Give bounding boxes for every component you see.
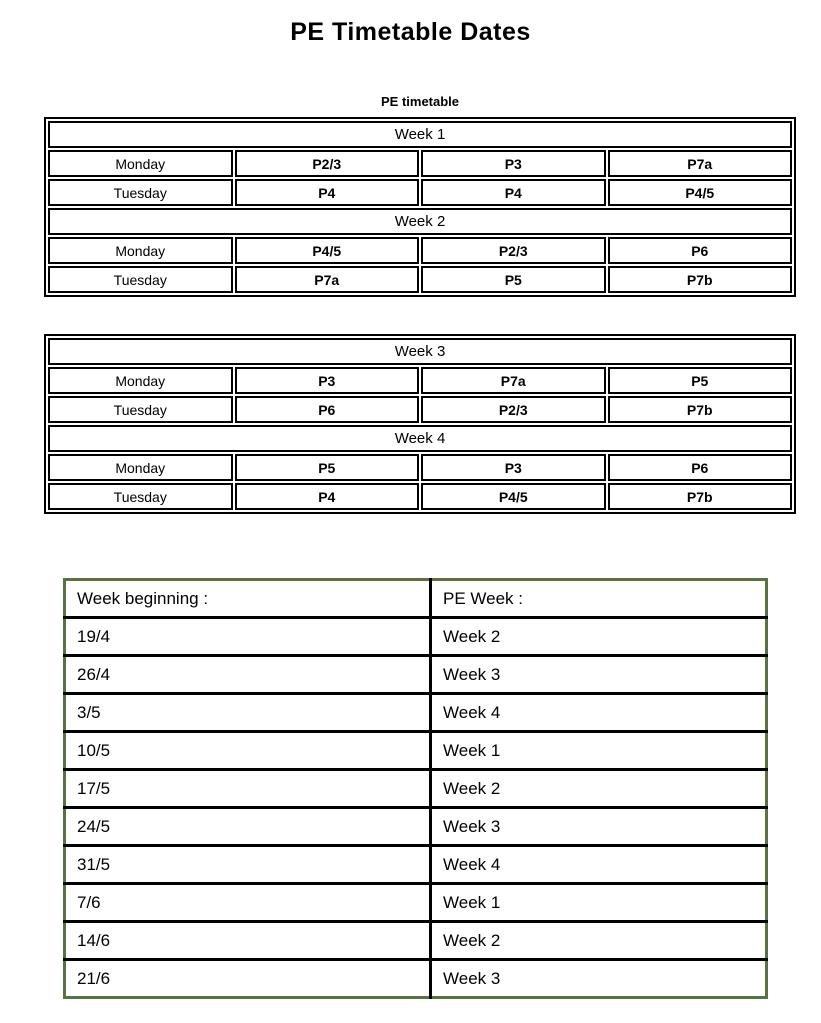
pe-week-cell: Week 1 [431, 732, 767, 770]
table-row [48, 150, 792, 177]
table-row [65, 884, 767, 922]
page-title: PE Timetable Dates [290, 18, 531, 46]
week-beginning-dates-table [63, 578, 768, 999]
date-cell: 26/4 [65, 656, 431, 694]
pe-week-cell: Week 3 [443, 968, 501, 988]
table-row [48, 266, 792, 293]
pe-week-cell: Week 1 [431, 884, 767, 922]
table-header-row [65, 580, 767, 618]
table-row [65, 960, 767, 998]
pe-week-cell: Week 4 [431, 694, 767, 732]
table-row [48, 454, 792, 481]
period-cell: P7b [608, 483, 793, 510]
period-cell: P6 [235, 396, 420, 423]
week-header-cell: Week 3 [48, 338, 792, 365]
period-cell: P7b [608, 266, 793, 293]
week-header-row [48, 208, 792, 235]
date-cell: 19/4 [65, 618, 431, 656]
period-cell: P2/3 [235, 150, 420, 177]
day-cell: Tuesday [48, 483, 233, 510]
day-cell: Tuesday [48, 396, 233, 423]
pe-week-cell: Week 3 [431, 656, 767, 694]
table-row [48, 179, 792, 206]
period-cell: P3 [421, 454, 606, 481]
period-cell: P5 [608, 367, 793, 394]
date-cell: 24/5 [65, 808, 431, 846]
table-row [48, 396, 792, 423]
pe-week-cell: Week 2 [431, 922, 767, 960]
table-row [48, 483, 792, 510]
table-row [48, 237, 792, 264]
period-cell: P6 [608, 454, 793, 481]
date-cell: 21/6 [65, 960, 431, 998]
table-row [65, 732, 767, 770]
table-row [65, 846, 767, 884]
table-row [65, 770, 767, 808]
period-cell: P2/3 [421, 396, 606, 423]
period-cell: P5 [235, 454, 420, 481]
date-cell: 7/6 [65, 884, 431, 922]
period-cell: P4/5 [608, 179, 793, 206]
date-cell: 10/5 [65, 732, 431, 770]
period-cell: P7a [608, 150, 793, 177]
week-header-row [48, 425, 792, 452]
table-row [65, 808, 767, 846]
day-cell: Monday [48, 237, 233, 264]
period-cell: P4/5 [235, 237, 420, 264]
date-cell: 17/5 [65, 770, 431, 808]
period-cell: P4/5 [421, 483, 606, 510]
period-cell: P7a [421, 367, 606, 394]
period-cell: P3 [235, 367, 420, 394]
period-cell: P2/3 [421, 237, 606, 264]
day-cell: Tuesday [48, 266, 233, 293]
week-header-cell: Week 4 [48, 425, 792, 452]
day-cell: Monday [48, 454, 233, 481]
date-cell: 3/5 [65, 694, 431, 732]
pe-week-header: PE Week : [431, 580, 767, 618]
pe-week-cell: Week 2 [431, 770, 767, 808]
table-row [48, 367, 792, 394]
week-beginning-header: Week beginning : [65, 580, 431, 618]
table-row [65, 656, 767, 694]
period-cell: P4 [421, 179, 606, 206]
table-row [65, 618, 767, 656]
period-cell: P7b [608, 396, 793, 423]
pe-week-cell: Week 4 [431, 846, 767, 884]
period-cell: P3 [421, 150, 606, 177]
period-cell: P4 [235, 483, 420, 510]
pe-week-cell: Week 3 [431, 808, 767, 846]
table-row [65, 922, 767, 960]
pe-timetable-weeks-3-4 [44, 334, 796, 514]
period-cell: P4 [235, 179, 420, 206]
period-cell: P5 [421, 266, 606, 293]
pe-week-cell: Week 2 [431, 618, 767, 656]
date-cell: 14/6 [65, 922, 431, 960]
date-cell: 31/5 [65, 846, 431, 884]
pe-timetable-weeks-1-2 [44, 117, 796, 297]
week-header-cell: Week 2 [48, 208, 792, 235]
day-cell: Tuesday [48, 179, 233, 206]
day-cell: Monday [48, 367, 233, 394]
week-header-row [48, 338, 792, 365]
week-header-row [48, 121, 792, 148]
table-row [65, 694, 767, 732]
period-cell: P7a [235, 266, 420, 293]
week-header-cell: Week 1 [48, 121, 792, 148]
period-cell: P6 [608, 237, 793, 264]
day-cell: Monday [48, 150, 233, 177]
timetable-caption: PE timetable [380, 94, 460, 109]
